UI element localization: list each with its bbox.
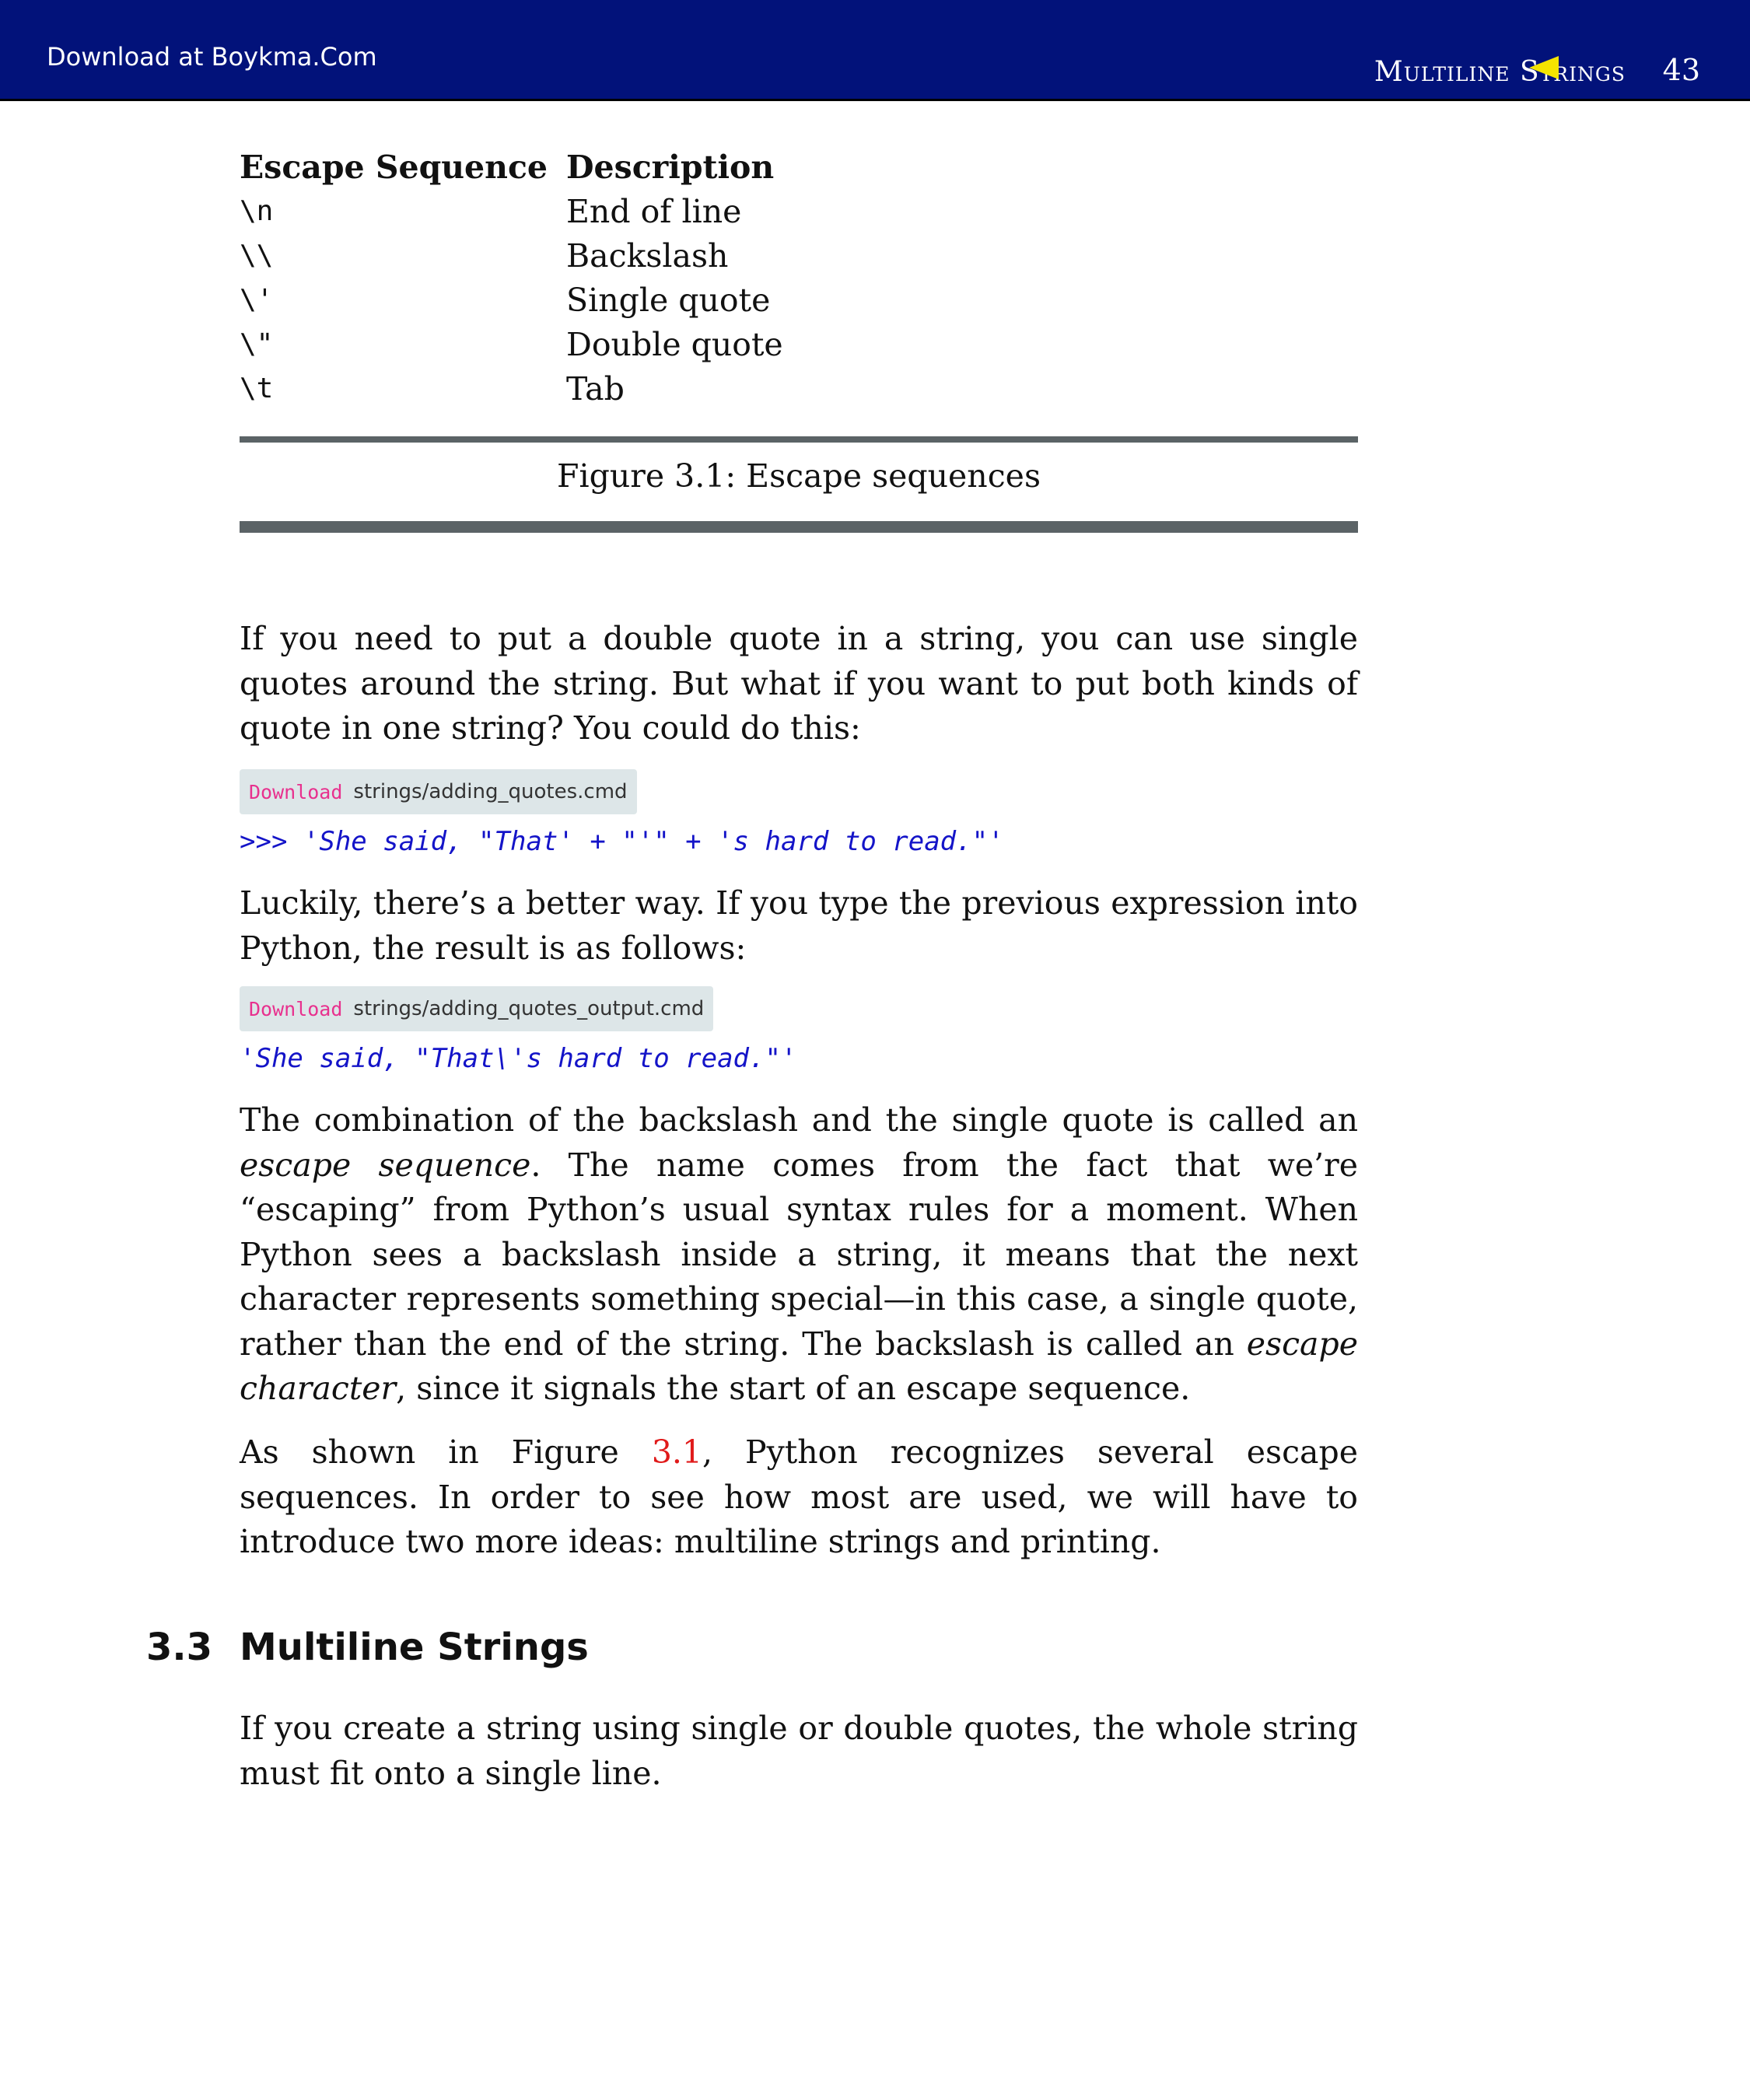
paragraph-text: As shown in Figure — [240, 1433, 652, 1471]
table-row — [240, 189, 783, 233]
table-row — [240, 322, 783, 366]
escape-sequence-cell: \t — [240, 373, 274, 404]
emphasized-term: escape sequence — [240, 1146, 531, 1184]
body-paragraph: If you need to put a double quote in a string, you can use single quotes around the string. But what if you want to put both kinds of quote in one string? You could do this: — [240, 620, 1358, 747]
download-file-path: strings/adding_quotes_output.cmd — [353, 997, 705, 1020]
paragraph-text: The combination of the backslash and the single quote is called an — [240, 1101, 1358, 1139]
column-header-description: Description — [566, 148, 775, 186]
code-output: 'She said, "That\'s hard to read."' — [240, 1043, 797, 1074]
page-header-banner — [0, 0, 1750, 101]
download-link[interactable]: Download — [249, 780, 343, 803]
body-paragraph — [240, 1098, 1358, 1412]
download-link[interactable]: Download — [249, 997, 343, 1020]
escape-sequence-cell: \' — [240, 284, 274, 316]
code-download-tag — [240, 986, 713, 1031]
paragraph-text: , Python recognizes several escape sequences. In order to see how most are used, we will have to introduce two more ideas: multiline strings and printing. — [240, 1433, 1358, 1560]
paragraph-text: . The name comes from the fact that we’re “escaping” from Python’s usual syntax rules for a moment. When Python sees a backslash inside a string, it means that the next character represents something special—in this case, a single quote, rather than the end of the string. The backslash is called an — [240, 1146, 1358, 1363]
code-example: >>> 'She said, "That' + "'" + 's hard to read."' — [240, 826, 1004, 857]
previous-page-arrow-icon[interactable] — [1529, 56, 1559, 79]
section-title: Multiline Strings — [240, 1626, 589, 1669]
table-row — [240, 278, 783, 322]
figure-cross-reference-link[interactable]: 3.1 — [651, 1433, 703, 1471]
description-cell: Tab — [566, 369, 625, 408]
escape-sequence-table — [240, 145, 783, 411]
emphasized-term: escape character — [240, 1325, 1358, 1407]
escape-sequence-cell: \n — [240, 195, 274, 227]
escape-sequence-cell: \" — [240, 328, 274, 360]
page-number: 43 — [1662, 53, 1700, 87]
figure-caption: Figure 3.1: Escape sequences — [557, 457, 1041, 495]
figure-top-rule — [240, 436, 1358, 443]
table-header-row — [240, 145, 783, 189]
section-heading — [146, 1626, 589, 1669]
figure-bottom-rule — [240, 521, 1358, 533]
description-cell: Single quote — [566, 281, 771, 319]
table-row — [240, 233, 783, 278]
description-cell: End of line — [566, 192, 742, 230]
section-number: 3.3 — [146, 1626, 213, 1669]
body-paragraph: If you create a string using single or double quotes, the whole string must fit onto a single line. — [240, 1710, 1358, 1792]
running-title: Multiline Strings — [1374, 56, 1626, 88]
download-file-path: strings/adding_quotes.cmd — [353, 780, 628, 803]
escape-sequence-cell: \\ — [240, 240, 274, 271]
description-cell: Double quote — [566, 325, 783, 363]
body-paragraph: Luckily, there’s a better way. If you type the previous expression into Python, the result is as follows: — [240, 884, 1358, 967]
table-row — [240, 366, 783, 411]
column-header-escape-sequence: Escape Sequence — [240, 148, 548, 186]
paragraph-text: , since it signals the start of an escape sequence. — [396, 1370, 1191, 1407]
description-cell: Backslash — [566, 236, 729, 275]
code-download-tag — [240, 769, 637, 814]
download-notice[interactable]: Download at Boykma.Com — [47, 42, 377, 72]
body-paragraph — [240, 1430, 1358, 1565]
